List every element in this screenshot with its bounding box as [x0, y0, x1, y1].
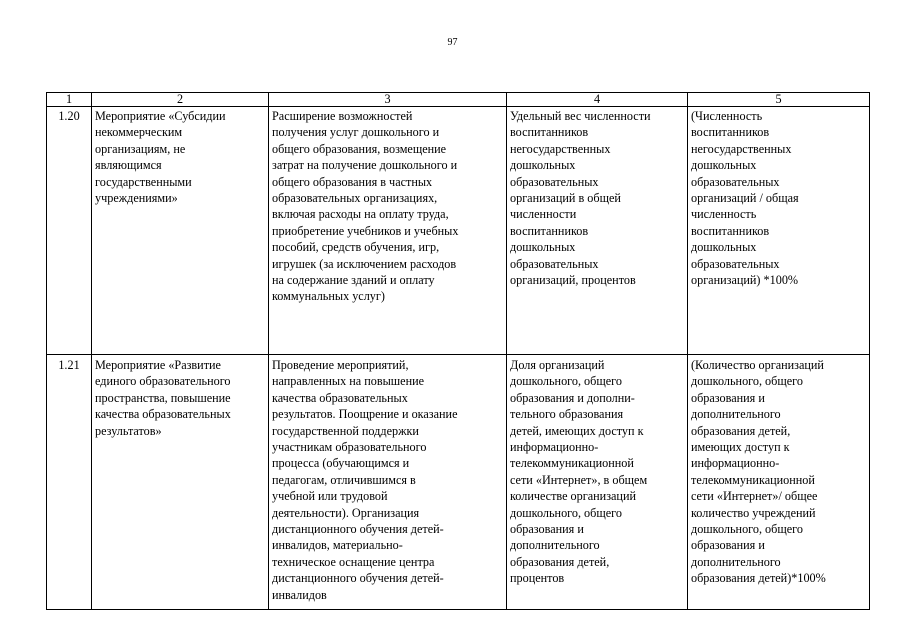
page-number: 97 — [447, 37, 458, 48]
description-cell: Проведение мероприятий, направленных на повышение качества образовательных результатов. Поощрение и оказание государственной поддержки участникам образовательного процесса (обучающимся и педагогам, отличившимся в учебной или трудовой деятельности). Организация дистанционного обучения детей- инвалидов, материально- техническое оснащение центра дистанционного обучения детей- инвалидов — [269, 355, 507, 610]
column-header: 5 — [688, 93, 870, 107]
formula-cell: (Численность воспитанников негосударственных дошкольных образовательных организаций / общая численность воспитанников дошкольных образовательных организаций) *100% — [688, 107, 870, 355]
column-header: 1 — [47, 93, 92, 107]
row-number: 1.21 — [47, 355, 92, 610]
description-cell: Расширение возможностей получения услуг дошкольного и общего образования, возмещение затрат на получение дошкольного и общего образования в частных образовательных организациях, включая расходы на оплату труда, приобретение учебников и учебных пособий, средств обучения, игр, игрушек (за исключением расходов на содержание зданий и оплату коммунальных услуг) — [269, 107, 507, 355]
column-header: 4 — [507, 93, 688, 107]
column-header: 3 — [269, 93, 507, 107]
event-cell: Мероприятие «Развитие единого образовательного пространства, повышение качества образовательных результатов» — [92, 355, 269, 610]
table-row — [47, 107, 870, 355]
table-header-row — [47, 93, 870, 107]
row-number: 1.20 — [47, 107, 92, 355]
column-header: 2 — [92, 93, 269, 107]
event-cell: Мероприятие «Субсидии некоммерческим организациям, не являющимся государственными учреждениями» — [92, 107, 269, 355]
indicator-cell: Удельный вес численности воспитанников негосударственных дошкольных образовательных организаций в общей численности воспитанников дошкольных образовательных организаций, процентов — [507, 107, 688, 355]
program-table — [46, 92, 870, 610]
table-row — [47, 355, 870, 610]
formula-cell: (Количество организаций дошкольного, общего образования и дополнительного образования детей, имеющих доступ к информационно- телекоммуникационной сети «Интернет»/ общее количество учреждений дошкольного, общего образования и дополнительного образования детей)*100% — [688, 355, 870, 610]
indicator-cell: Доля организаций дошкольного, общего образования и дополни- тельного образования детей, имеющих доступ к информационно- телекоммуникационной сети «Интернет», в общем количестве организаций дошкольного, общего образования и дополнительного образования детей, процентов — [507, 355, 688, 610]
